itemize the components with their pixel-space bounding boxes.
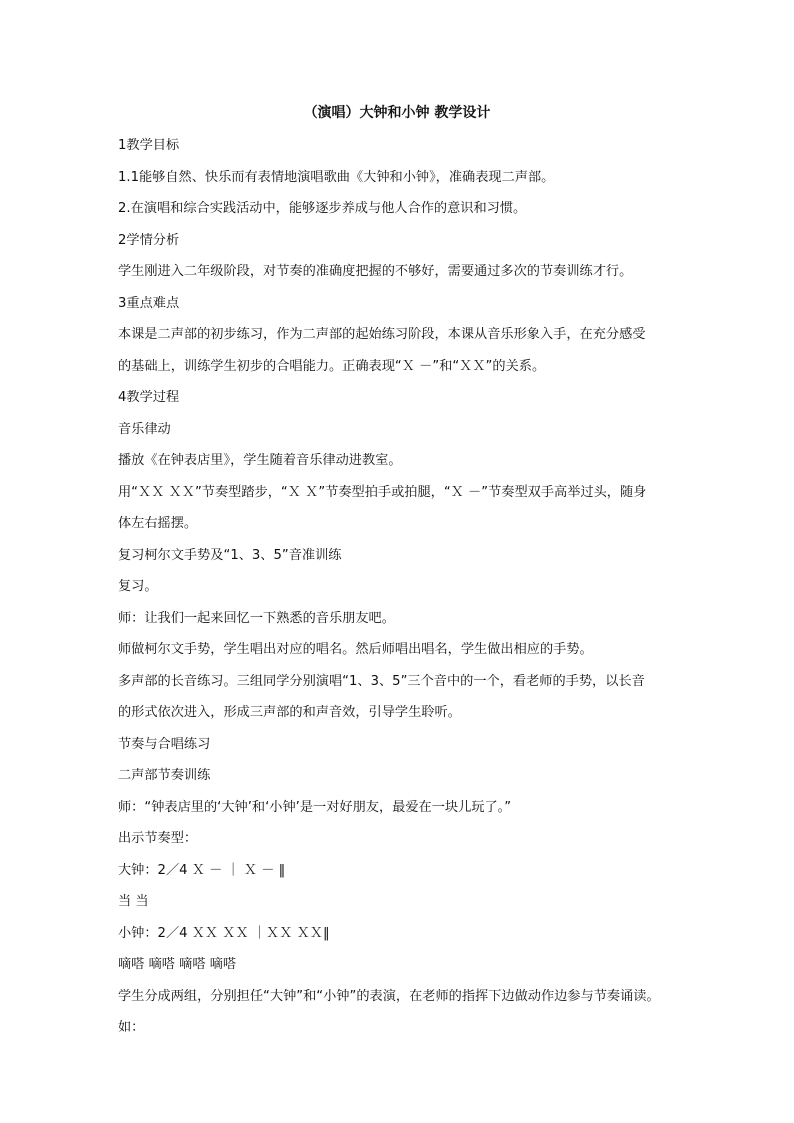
paragraph: 的形式依次进入，形成三声部的和声音效，引导学生聆听。 — [118, 705, 461, 720]
paragraph: 1.1能够自然、快乐而有表情地演唱歌曲《大钟和小钟》，准确表现二声部。 — [118, 169, 555, 185]
paragraph: 播放《在钟表店里》，学生随着音乐律动进教室。 — [118, 453, 402, 468]
paragraph: 复习。 — [118, 579, 158, 594]
paragraph: 师：“钟表店里的‘大钟’和‘小钟’是一对好朋友，最爱在一块儿玩了。” — [118, 799, 512, 815]
subheading: 二声部节奏训练 — [118, 768, 211, 783]
subheading: 音乐律动 — [118, 421, 171, 437]
paragraph: 师：让我们一起来回忆一下熟悉的音乐朋友吧。 — [118, 610, 395, 626]
paragraph: 2.在演唱和综合实践活动中，能够逐步养成与他人合作的意识和习惯。 — [118, 201, 527, 216]
document-body — [118, 130, 678, 1044]
paragraph: 学生刚进入二年级阶段，对节奏的准确度把握的不够好，需要通过多次的节奏训练才行。 — [118, 264, 633, 279]
heading-student-analysis: 2学情分析 — [118, 232, 180, 248]
paragraph: 用“ＸＸ ＸＸ”节奏型踏步，“Ｘ Ｘ”节奏型拍手或拍腿，“Ｘ －”节奏型双手高举过头，随身 — [118, 484, 647, 500]
paragraph: 的基础上，训练学生初步的合唱能力。正确表现“Ｘ －”和“ＸＸ”的关系。 — [118, 358, 546, 374]
paragraph: 出示节奏型： — [118, 831, 198, 846]
subheading: 节奏与合唱练习 — [118, 736, 211, 752]
paragraph: 多声部的长音练习。三组同学分别演唱“1、3、5”三个音中的一个，看老师的手势，以长音 — [118, 673, 645, 689]
heading-teaching-process: 4教学过程 — [118, 390, 180, 405]
document-title: （演唱）大钟和小钟 教学设计 — [303, 105, 491, 121]
lyric-line: 当 当 — [118, 894, 149, 909]
rhythm-line-small-clock: 小钟：2／4 ＸＸ ＸＸ ｜ＸＸ ＸＸ‖ — [118, 925, 330, 941]
paragraph: 师做柯尔文手势，学生唱出对应的唱名。然后师唱出唱名，学生做出相应的手势。 — [118, 642, 593, 657]
paragraph: 体左右摇摆。 — [118, 516, 198, 531]
lyric-line: 嘀嗒 嘀嗒 嘀嗒 嘀嗒 — [118, 957, 237, 972]
paragraph: 学生分成两组，分别担任“大钟”和“小钟”的表演，在老师的指挥下边做动作边参与节奏诵读。 — [118, 988, 660, 1004]
heading-key-points: 3重点难点 — [118, 295, 180, 311]
rhythm-line-big-clock: 大钟：2／4 Ｘ － ｜ Ｘ － ‖ — [118, 862, 286, 878]
paragraph: 如： — [118, 1020, 145, 1035]
subheading: 复习柯尔文手势及“1、3、5”音准训练 — [118, 547, 342, 563]
heading-teaching-goals: 1教学目标 — [118, 138, 180, 153]
paragraph: 本课是二声部的初步练习，作为二声部的起始练习阶段，本课从音乐形象入手，在充分感受 — [118, 327, 646, 342]
